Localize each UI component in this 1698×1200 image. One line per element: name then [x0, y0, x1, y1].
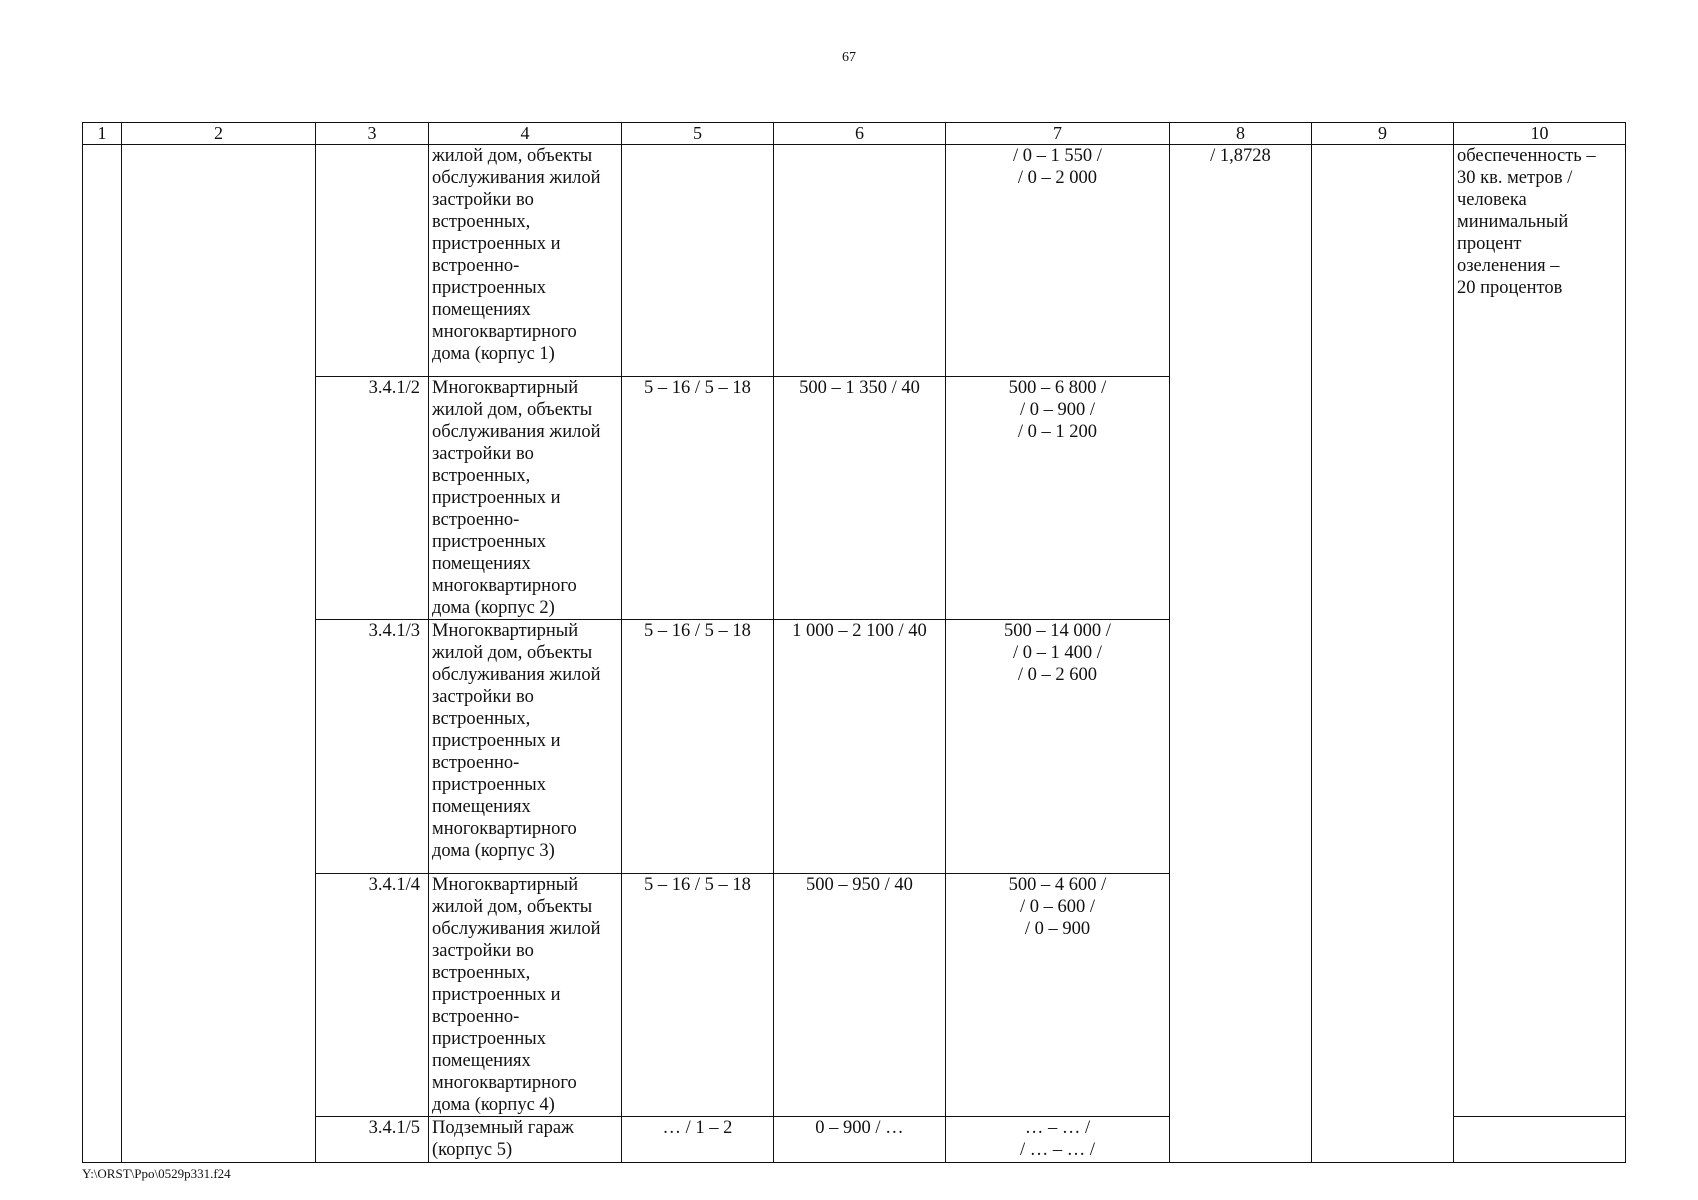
- header-cell: 10: [1454, 123, 1626, 145]
- header-cell: 9: [1312, 123, 1454, 145]
- code-cell: 3.4.1/3: [316, 620, 429, 874]
- table-row: [83, 145, 1626, 377]
- header-cell: 8: [1170, 123, 1312, 145]
- description-cell: Многоквартирный жилой дом, объекты обслуживания жилой застройки во встроенных, пристроенных и встроенно- пристроенных помещениях многоквартирного дома (корпус 3): [429, 620, 622, 874]
- code-cell: 3.4.1/4: [316, 874, 429, 1117]
- col5-cell: … / 1 – 2: [622, 1117, 774, 1163]
- header-cell: 2: [122, 123, 316, 145]
- col2-cell: [122, 145, 316, 1163]
- header-cell: 3: [316, 123, 429, 145]
- col8-cell: / 1,8728: [1170, 145, 1312, 1163]
- col5-cell: 5 – 16 / 5 – 18: [622, 377, 774, 620]
- col9-cell: [1312, 145, 1454, 1163]
- header-cell: 4: [429, 123, 622, 145]
- col7-cell: 500 – 6 800 / / 0 – 900 / / 0 – 1 200: [946, 377, 1170, 620]
- col6-cell: 500 – 950 / 40: [774, 874, 946, 1117]
- code-cell: 3.4.1/5: [316, 1117, 429, 1163]
- header-row: [83, 123, 1626, 145]
- header-cell: 7: [946, 123, 1170, 145]
- col10-cell: [1454, 1117, 1626, 1163]
- code-cell: [316, 145, 429, 377]
- col7-cell: 500 – 14 000 / / 0 – 1 400 / / 0 – 2 600: [946, 620, 1170, 874]
- col7-cell: / 0 – 1 550 / / 0 – 2 000: [946, 145, 1170, 377]
- col5-cell: [622, 145, 774, 377]
- header-cell: 1: [83, 123, 122, 145]
- col1-cell: [83, 145, 122, 1163]
- col10-cell: обеспеченность – 30 кв. метров / человека минимальный процент озеленения – 20 процентов: [1454, 145, 1626, 1117]
- col5-cell: 5 – 16 / 5 – 18: [622, 874, 774, 1117]
- header-cell: 6: [774, 123, 946, 145]
- footer-file-path: Y:\ORST\Ppo\0529p331.f24: [82, 1166, 231, 1181]
- page-number: 67: [842, 50, 856, 65]
- col7-cell: … – … / / … – … /: [946, 1117, 1170, 1163]
- col6-cell: 0 – 900 / …: [774, 1117, 946, 1163]
- description-cell: Подземный гараж (корпус 5): [429, 1117, 622, 1163]
- col6-cell: [774, 145, 946, 377]
- header-cell: 5: [622, 123, 774, 145]
- col6-cell: 500 – 1 350 / 40: [774, 377, 946, 620]
- col7-cell: 500 – 4 600 / / 0 – 600 / / 0 – 900: [946, 874, 1170, 1117]
- description-cell: Многоквартирный жилой дом, объекты обслуживания жилой застройки во встроенных, пристроенных и встроенно- пристроенных помещениях многоквартирного дома (корпус 4): [429, 874, 622, 1117]
- col5-cell: 5 – 16 / 5 – 18: [622, 620, 774, 874]
- description-cell: жилой дом, объекты обслуживания жилой застройки во встроенных, пристроенных и встроенно- пристроенных помещениях многоквартирного дома (корпус 1): [429, 145, 622, 377]
- data-table: [82, 122, 1626, 1163]
- code-cell: 3.4.1/2: [316, 377, 429, 620]
- col6-cell: 1 000 – 2 100 / 40: [774, 620, 946, 874]
- description-cell: Многоквартирный жилой дом, объекты обслуживания жилой застройки во встроенных, пристроенных и встроенно- пристроенных помещениях многоквартирного дома (корпус 2): [429, 377, 622, 620]
